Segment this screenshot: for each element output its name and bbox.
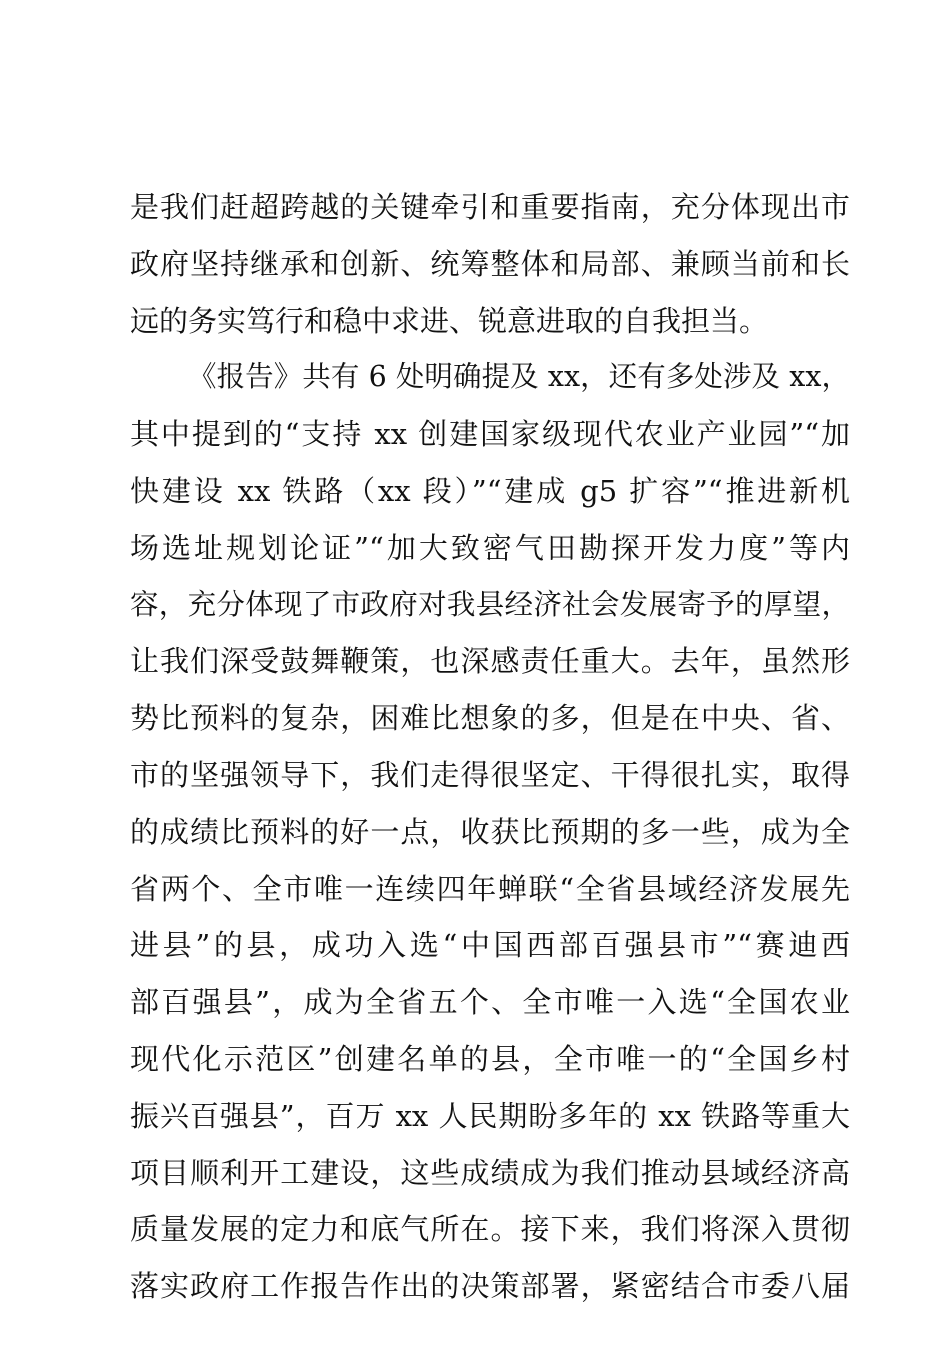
text-line: 场选址规划论证”“加大致密气田勘探开发力度”等内 bbox=[130, 530, 850, 565]
text-line: 项目顺利开工建设，这些成绩成为我们推动县域经济高 bbox=[130, 1155, 850, 1190]
text-line: 市的坚强领导下，我们走得很坚定、干得很扎实，取得 bbox=[130, 757, 850, 792]
text-line: 容，充分体现了市政府对我县经济社会发展寄予的厚望， bbox=[130, 587, 850, 621]
text-line: 现代化示范区”创建名单的县，全市唯一的“全国乡村 bbox=[130, 1041, 850, 1076]
text-line: 政府坚持继承和创新、统筹整体和局部、兼顾当前和长 bbox=[130, 246, 850, 281]
text-line: 是我们赶超跨越的关键牵引和重要指南，充分体现出市 bbox=[130, 190, 850, 224]
text-line: 势比预料的复杂，困难比想象的多，但是在中央、省、 bbox=[130, 701, 850, 736]
text-line: 质量发展的定力和底气所在。接下来，我们将深入贯彻 bbox=[130, 1212, 850, 1247]
text-line: 落实政府工作报告作出的决策部署，紧密结合市委八届 bbox=[130, 1269, 850, 1304]
text-line: 振兴百强县”，百万 xx 人民期盼多年的 xx 铁路等重大 bbox=[130, 1098, 850, 1133]
text-line: 快建设 xx 铁路（xx 段）”“建成 g5 扩容”“推进新机 bbox=[130, 473, 850, 508]
text-line: 进县”的县，成功入选“中国西部百强县市”“赛迪西 bbox=[130, 928, 850, 963]
body-text bbox=[130, 179, 850, 1372]
text-line bbox=[130, 1315, 850, 1372]
text-line: 其中提到的“支持 xx 创建国家级现代农业产业园”“加 bbox=[130, 417, 850, 452]
text-line: 让我们深受鼓舞鞭策，也深感责任重大。去年，虽然形 bbox=[130, 644, 850, 679]
text-line: 远的务实笃行和稳中求进、锐意进取的自我担当。 bbox=[130, 303, 769, 338]
text-line: 的成绩比预料的好一点，收获比预期的多一些，成为全 bbox=[130, 814, 850, 849]
text-line: 部百强县”，成为全省五个、全市唯一入选“全国农业 bbox=[130, 985, 850, 1020]
text-line: 《报告》共有 6 处明确提及 xx，还有多处涉及 xx， bbox=[188, 360, 850, 394]
text-line: 省两个、全市唯一连续四年蝉联“全省县域经济发展先 bbox=[130, 871, 850, 906]
